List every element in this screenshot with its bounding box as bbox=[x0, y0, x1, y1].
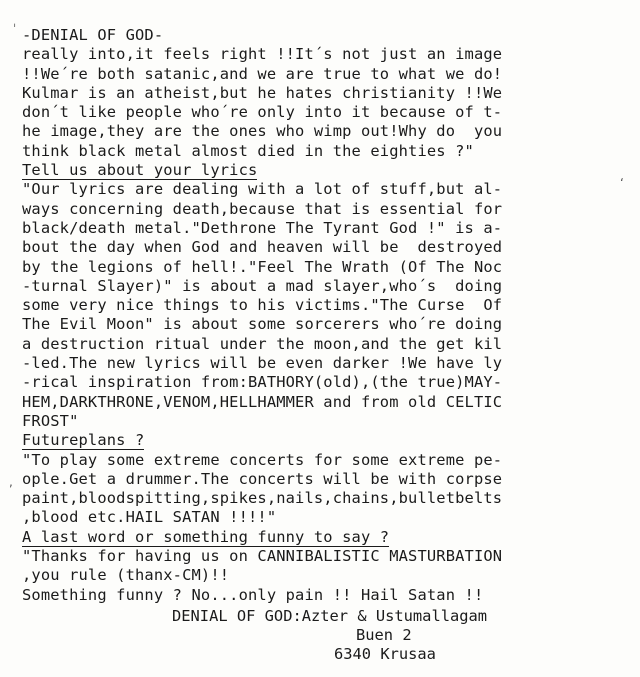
text-line-content: "Our lyrics are dealing with a lot of stuff,but al- bbox=[22, 180, 503, 199]
text-line bbox=[22, 315, 622, 334]
address-line-1: DENIAL OF GOD:Azter & Ustumallagam bbox=[172, 607, 488, 625]
address-line-2: Buen 2 bbox=[356, 626, 412, 644]
section-heading bbox=[22, 528, 622, 547]
text-line bbox=[22, 354, 622, 373]
text-line bbox=[22, 142, 622, 161]
text-line-content: really into,it feels right !!It´s not just an image bbox=[22, 45, 503, 64]
text-line bbox=[22, 45, 622, 64]
text-line-content: don´t like people who´re only into it because of t- bbox=[22, 103, 503, 122]
text-line bbox=[22, 122, 622, 141]
text-line-content: Something funny ? No...only pain !! Hail Satan !! bbox=[22, 585, 484, 604]
text-line-content: he image,they are the ones who wimp out!Why do you bbox=[22, 122, 503, 141]
text-line bbox=[22, 566, 622, 585]
text-line bbox=[22, 200, 622, 219]
text-line bbox=[22, 373, 622, 392]
section-heading bbox=[22, 431, 622, 450]
text-line-content: !!We´re both satanic,and we are true to what we do! bbox=[22, 64, 503, 83]
text-line bbox=[22, 103, 622, 122]
text-line-content: ways concerning death,because that is essential for bbox=[22, 199, 503, 218]
text-line bbox=[22, 26, 622, 45]
stray-mark: , bbox=[9, 475, 13, 489]
text-line bbox=[22, 451, 622, 470]
text-line-content: "To play some extreme concerts for some extreme pe- bbox=[22, 450, 503, 469]
text-line-content: HEM,DARKTHRONE,VENOM,HELLHAMMER and from old CELTIC bbox=[22, 392, 503, 411]
text-line-content: Kulmar is an atheist,but he hates christianity !!We bbox=[22, 83, 503, 102]
text-line-content: -rical inspiration from:BATHORY(old),(the true)MAY- bbox=[22, 373, 503, 392]
text-line bbox=[22, 65, 622, 84]
text-line-content: The Evil Moon" is about some sorcerers who´re doing bbox=[22, 315, 503, 334]
text-line bbox=[22, 258, 622, 277]
text-line bbox=[22, 84, 622, 103]
text-line-content: -led.The new lyrics will be even darker !We have ly bbox=[22, 354, 503, 373]
section-heading bbox=[22, 161, 622, 180]
text-line-content: FROST" bbox=[22, 411, 79, 430]
text-line-content: by the legions of hell!."Feel The Wrath (Of The Noc bbox=[22, 257, 503, 276]
text-line-content: -turnal Slayer)" is about a mad slayer,who´s doing bbox=[22, 276, 503, 295]
section-heading-text: Futureplans ? bbox=[22, 431, 145, 450]
text-line bbox=[22, 219, 622, 238]
text-line-content: bout the day when God and heaven will be destroyed bbox=[22, 238, 503, 257]
text-line bbox=[22, 547, 622, 566]
section-heading-text: Tell us about your lyrics bbox=[22, 161, 258, 180]
text-line bbox=[22, 296, 622, 315]
text-line bbox=[22, 489, 622, 508]
text-line-content: ople.Get a drummer.The concerts will be with corpse bbox=[22, 469, 503, 488]
text-line-content: paint,bloodspitting,spikes,nails,chains,bulletbelts bbox=[22, 489, 503, 508]
text-line-content: think black metal almost died in the eighties ?" bbox=[22, 141, 474, 160]
stray-mark: ʻ bbox=[620, 176, 624, 190]
text-line-content: "Thanks for having us on CANNIBALISTIC MASTURBATION bbox=[22, 547, 503, 566]
text-line-content: black/death metal."Dethrone The Tyrant God !" is a- bbox=[22, 218, 503, 237]
text-line bbox=[22, 412, 622, 431]
text-line bbox=[22, 470, 622, 489]
text-line-content: some very nice things to his victims."The Curse Of bbox=[22, 296, 503, 315]
text-line bbox=[22, 180, 622, 199]
text-line bbox=[22, 508, 622, 527]
text-line-content: -DENIAL OF GOD- bbox=[22, 26, 164, 44]
text-line bbox=[22, 238, 622, 257]
text-line-content: ,you rule (thanx-CM)!! bbox=[22, 566, 230, 585]
text-line bbox=[22, 277, 622, 296]
stray-mark: ˈ bbox=[13, 22, 17, 36]
text-line-content: a destruction ritual under the moon,and the get kil bbox=[22, 334, 503, 353]
text-line bbox=[22, 393, 622, 412]
interview-text bbox=[22, 26, 622, 605]
text-line-content: ,blood etc.HAIL SATAN !!!!" bbox=[22, 508, 277, 527]
section-heading-text: A last word or something funny to say ? bbox=[22, 527, 390, 546]
text-line bbox=[22, 586, 622, 605]
address-line-3: 6340 Krusaa bbox=[334, 645, 436, 663]
text-line bbox=[22, 335, 622, 354]
